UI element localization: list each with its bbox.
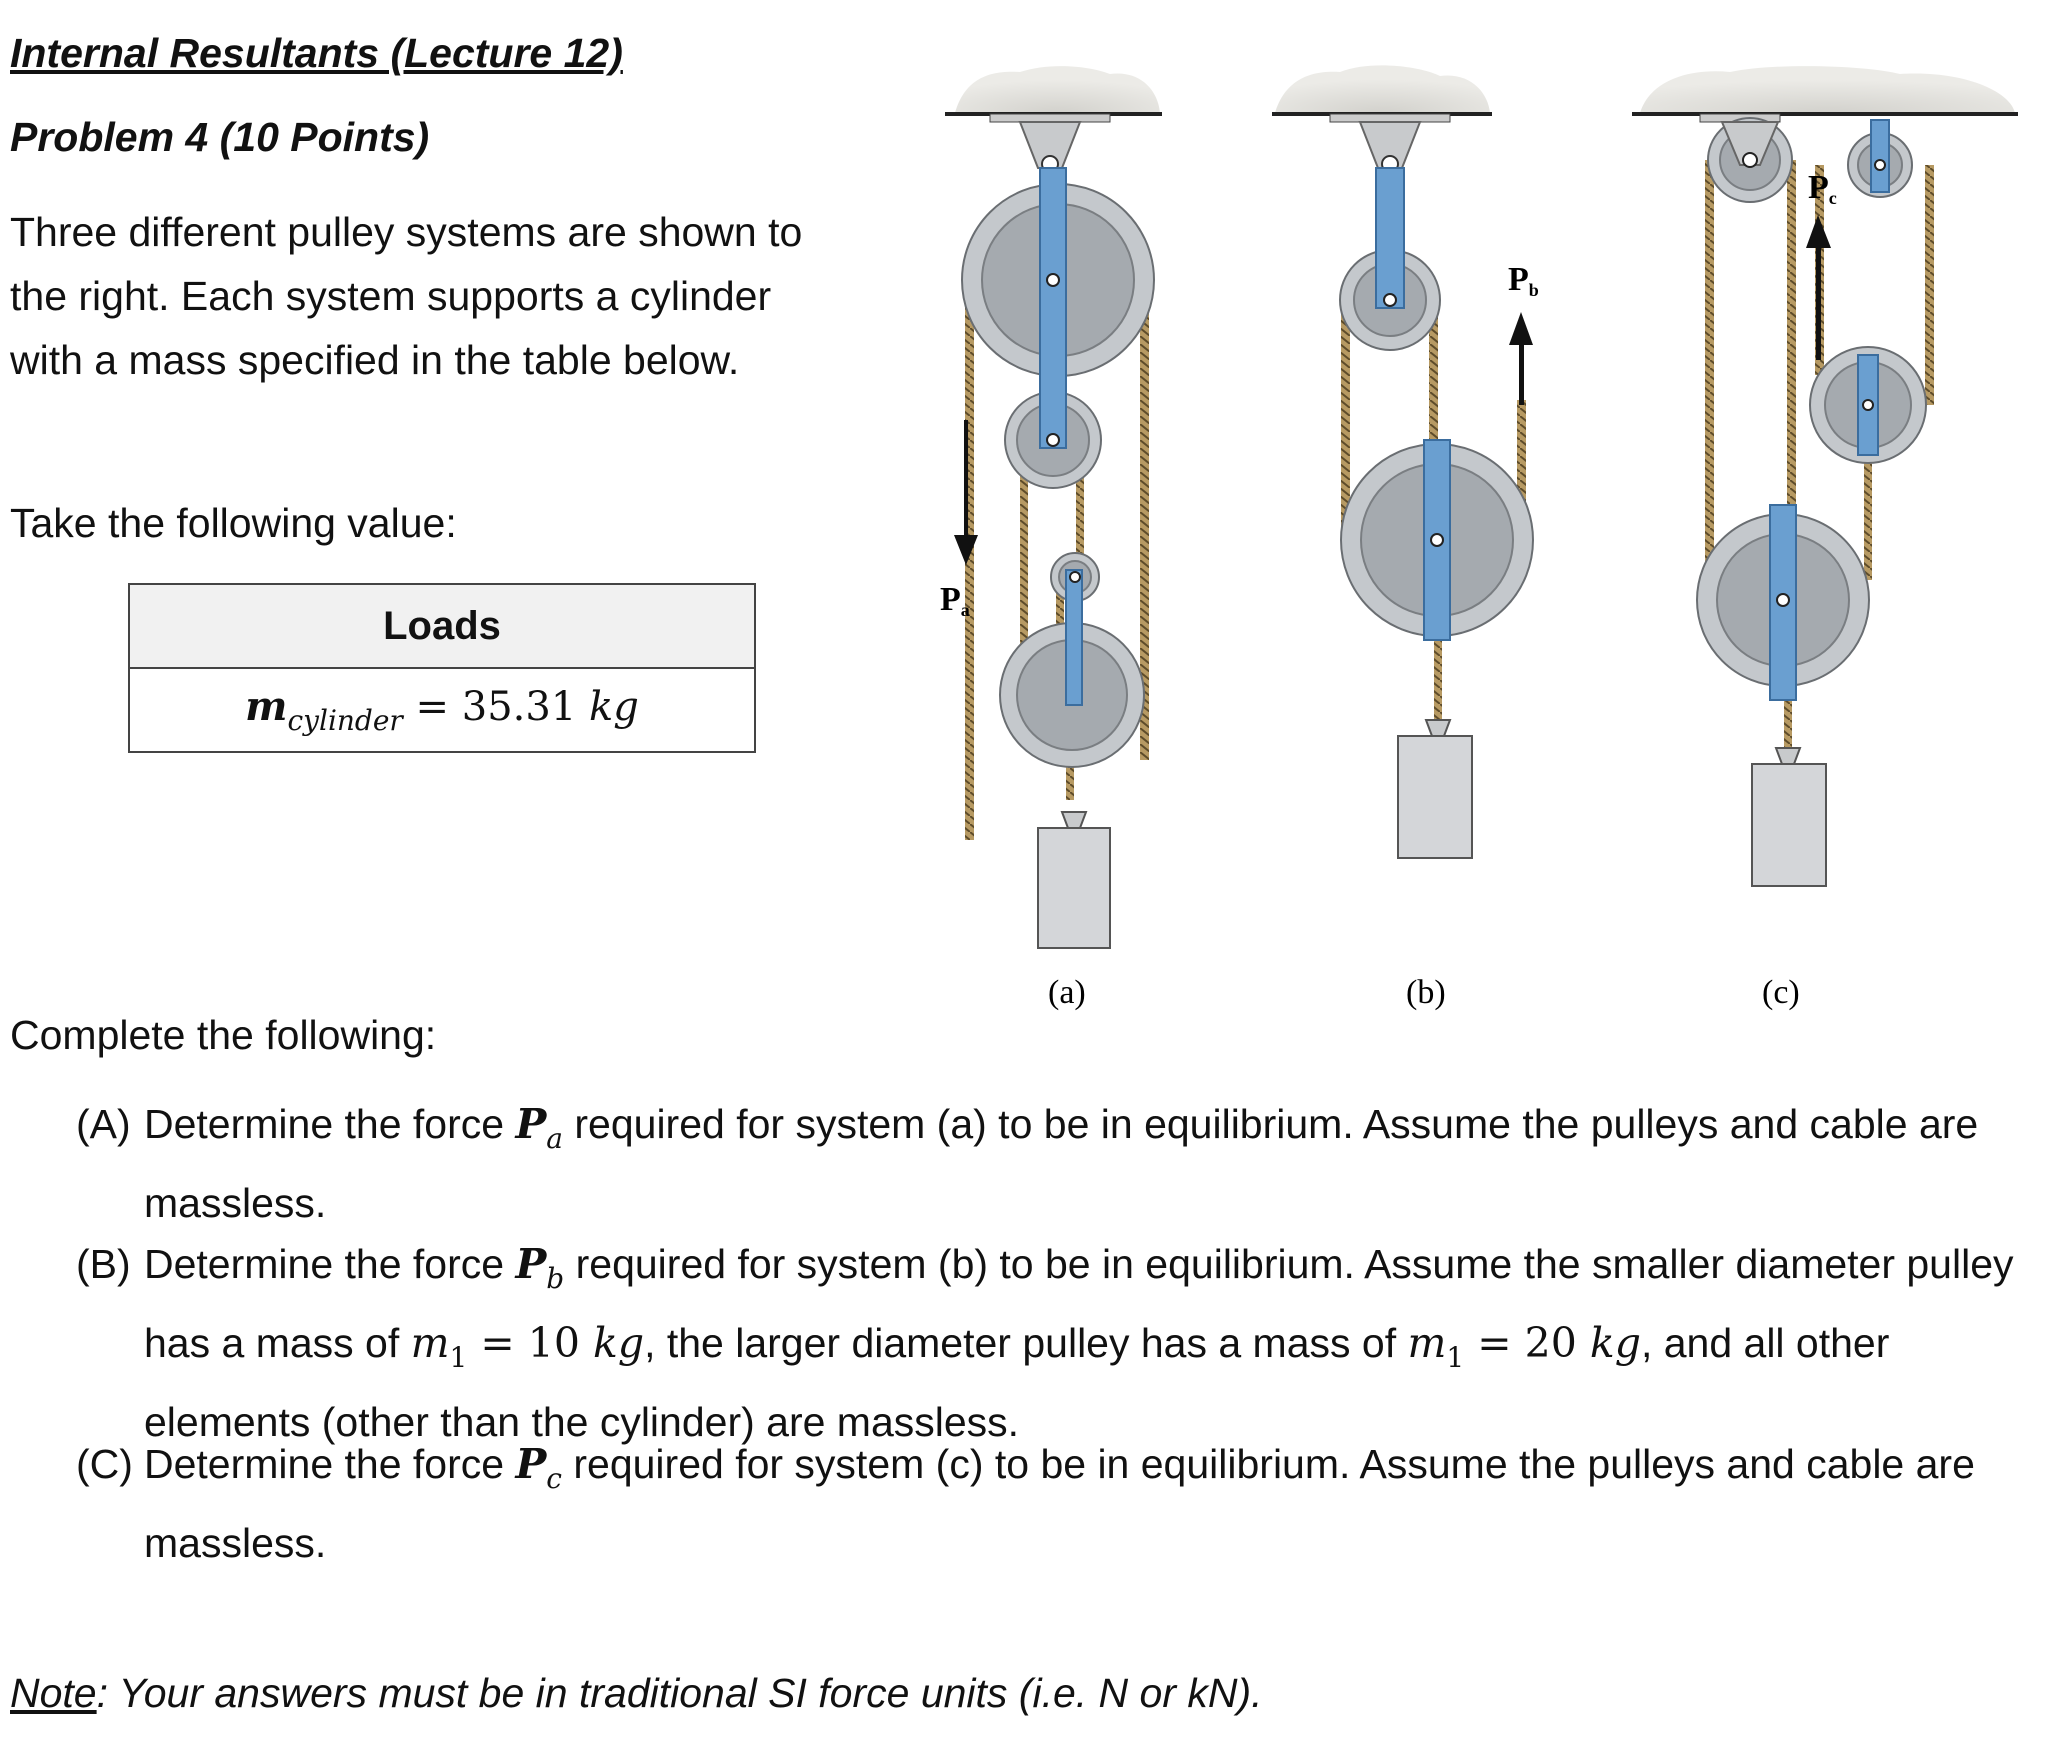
question-c [76,1432,2026,1575]
question-a [76,1092,2026,1235]
figure-label-b: (b) [1406,974,1446,1011]
question-a-text: Determine the force $P_a$ required for system (a) to be in equilibrium. Assume the pulleys and cable are massless. [144,1100,1979,1226]
note-label: Note [10,1670,97,1716]
ceiling-a [955,66,1160,113]
force-arrow-c [1816,245,1821,360]
problem-heading: Problem 4 (10 Points) [10,114,430,160]
cylinder-a [1038,828,1110,948]
bracket-a-lower [1066,570,1082,705]
mass-unit: kg [589,684,639,730]
mass-subscript: cylinder [287,704,403,737]
question-b [76,1232,2026,1454]
question-a-label: (A) [76,1101,131,1147]
force-label-a: Pa [940,581,970,620]
ceiling-b [1275,65,1490,113]
pulley-system-a [940,66,1162,948]
force-label-c: Pc [1808,169,1837,208]
take-value-label: Take the following value: [10,500,457,546]
figure-label-a: (a) [1048,974,1086,1011]
intro-text: Three different pulley systems are shown to the right. Each system supports a cylinder with a mass specified in the table below. [10,209,803,383]
pulley-system-c [1632,66,2018,886]
mass-cylinder-cell [129,668,755,752]
mass-symbol: m [245,683,288,730]
bracket-b-upper [1376,168,1404,308]
mass-value: 35.31 [461,684,577,730]
question-b-label: (B) [76,1241,131,1287]
question-c-label: (C) [76,1441,133,1487]
pulley-systems-figure [930,55,2040,1035]
ceiling-c [1640,66,2015,113]
complete-label: Complete the following: [10,1012,437,1058]
loads-table [128,583,756,753]
loads-table-header: Loads [129,584,755,668]
cylinder-b [1398,736,1472,858]
note [10,1670,1263,1717]
page-title: Internal Resultants (Lecture 12) [10,30,623,76]
equals-sign: = [415,684,450,730]
pulley-system-b [1272,65,1539,858]
cylinder-c [1752,764,1826,886]
bracket-a-upper [1040,168,1066,448]
figure-label-c: (c) [1762,974,1800,1011]
note-text: : Your answers must be in traditional SI force units (i.e. N or kN). [96,1670,1263,1716]
force-label-b: Pb [1508,261,1539,300]
bracket-c-top [1871,120,1889,192]
question-b-text: Determine the force $P_b$ required for system (b) to be in equilibrium. Assume the smaller diameter pulley has a mass of $m_1 = 10$ kg, the larger diameter pulley has a mass of $m_1 = 20$ kg, and all other elements (other than the cylinder) are massless. [144,1240,2014,1445]
question-c-text: Determine the force $P_c$ required for system (c) to be in equilibrium. Assume the pulleys and cable are massless. [144,1440,1975,1566]
